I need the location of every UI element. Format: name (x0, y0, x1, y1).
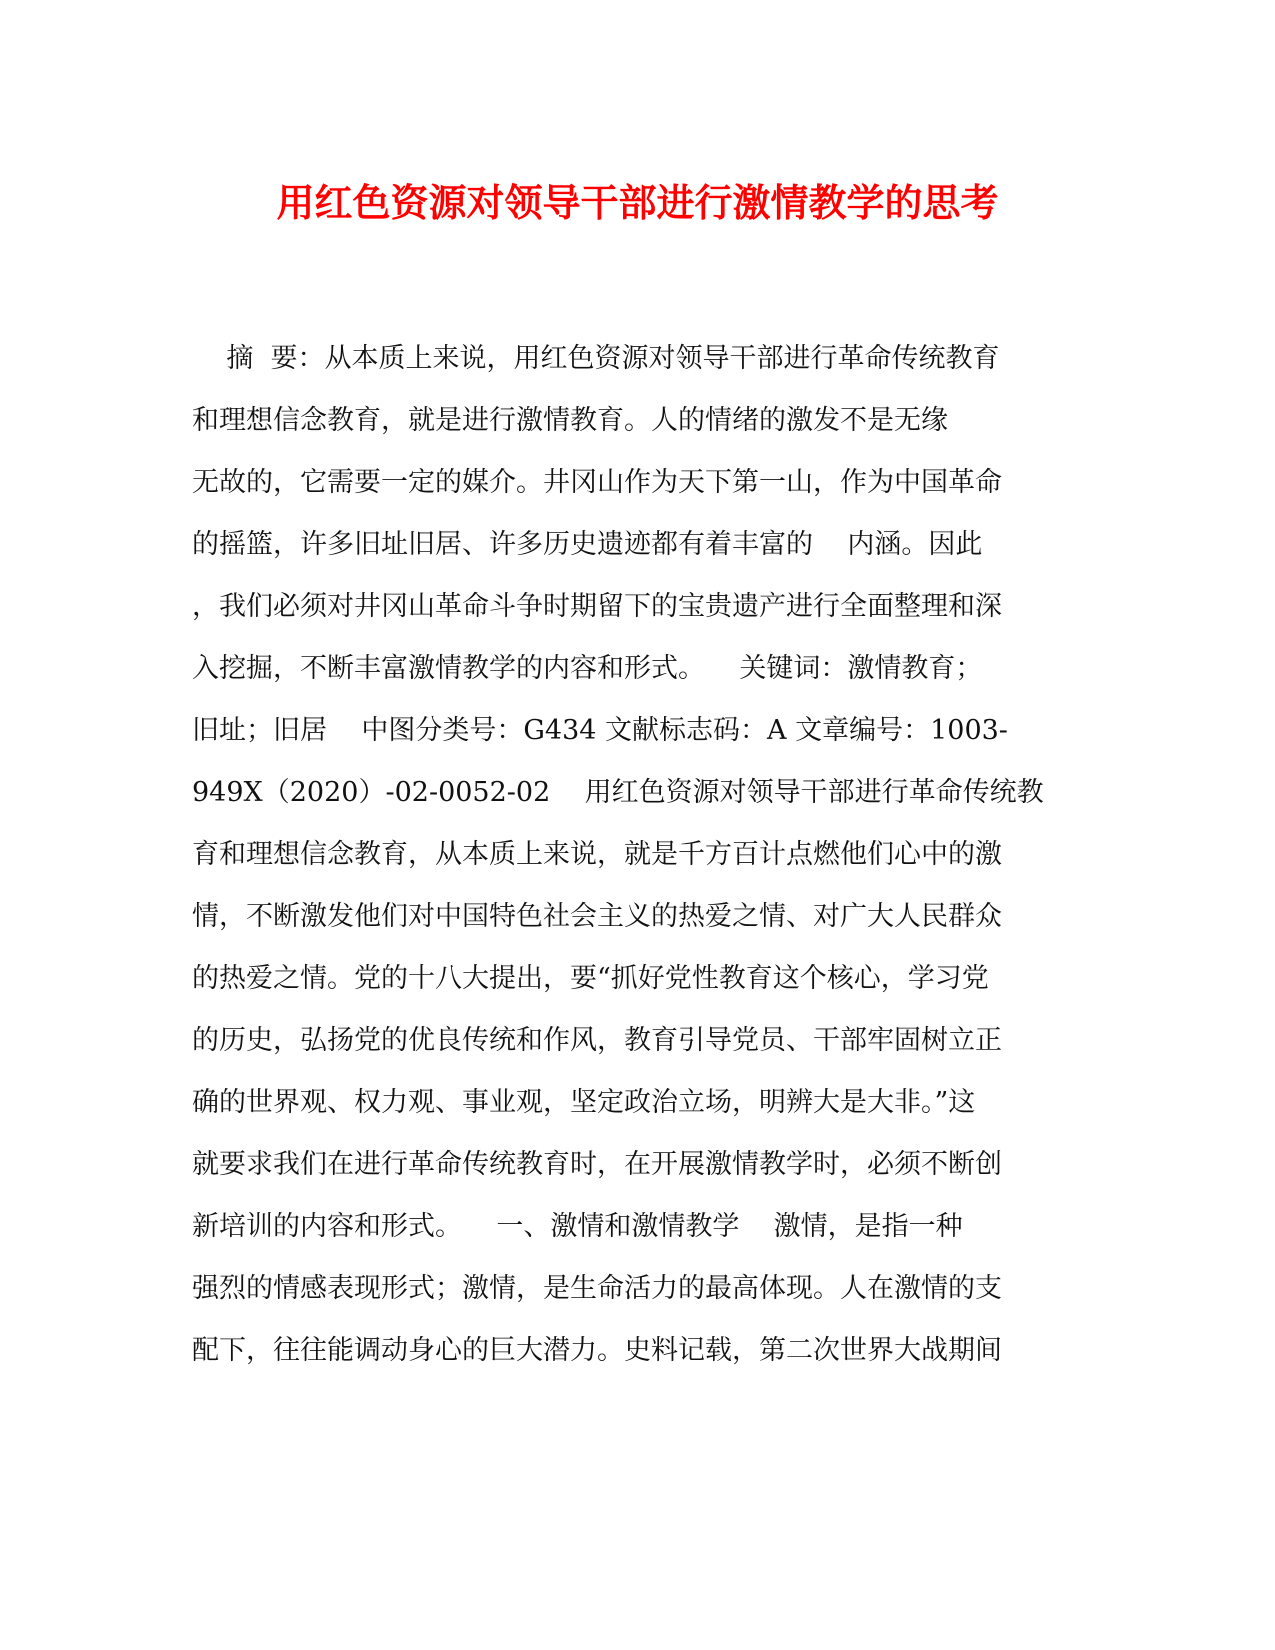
body-line: 的历史，弘扬党的优良传统和作风，教育引导党员、干部牢固树立正 (192, 1025, 1002, 1056)
body-line: 无故的，它需要一定的媒介。井冈山作为天下第一山，作为中国革命 (192, 467, 1002, 498)
body-line: 强烈的情感表现形式；激情，是生命活力的最高体现。人在激情的支 (192, 1273, 1002, 1304)
body-line: 的热爱之情。党的十八大提出，要“抓好党性教育这个核心，学习党 (192, 963, 989, 994)
body-line: ，我们必须对井冈山革命斗争时期留下的宝贵遗产进行全面整理和深 (192, 591, 1002, 622)
body-line: 确的世界观、权力观、事业观，坚定政治立场，明辨大是大非。”这 (192, 1087, 976, 1118)
body-line: 的摇篮，许多旧址旧居、许多历史遗迹都有着丰富的 内涵。因此 (192, 529, 983, 560)
body-line: 情，不断激发他们对中国特色社会主义的热爱之情、对广大人民群众 (192, 901, 1002, 932)
body-line: 949X（2020）-02-0052-02 用红色资源对领导干部进行革命传统教 (192, 777, 1044, 808)
body-line: 旧址；旧居 中图分类号：G434 文献标志码：A 文章编号：1003- (192, 715, 1008, 746)
body-line: 就要求我们在进行革命传统教育时，在开展激情教学时，必须不断创 (192, 1149, 1002, 1180)
body-line: 育和理想信念教育，从本质上来说，就是千方百计点燃他们心中的激 (192, 839, 1002, 870)
body-line: 配下，往往能调动身心的巨大潜力。史料记载，第二次世界大战期间 (192, 1335, 1002, 1366)
page-title: 用红色资源对领导干部进行激情教学的思考 (276, 180, 999, 225)
body-line: 和理想信念教育，就是进行激情教育。人的情绪的激发不是无缘 (192, 405, 948, 436)
body-line: 新培训的内容和形式。 一、激情和激情教学 激情，是指一种 (192, 1211, 963, 1242)
body-line: 摘 要：从本质上来说，用红色资源对领导干部进行革命传统教育 (192, 343, 1000, 374)
body-line: 入挖掘，不断丰富激情教学的内容和形式。 关键词：激情教育； (192, 653, 983, 684)
